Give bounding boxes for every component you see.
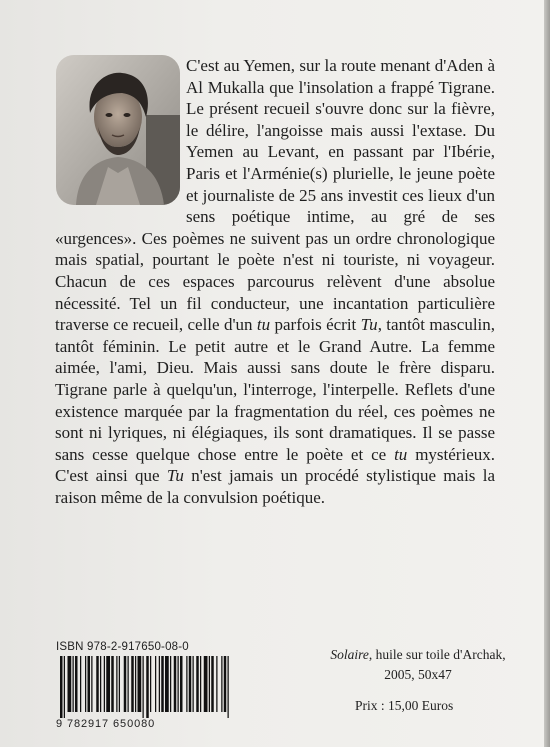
barcode-bar: [135, 656, 136, 712]
blurb-text-1: C'est au Yemen, sur la route menant d'Aden à Al Mukalla que l'insolation a frappé Tigrane. Le présent recueil s'ouvre donc sur la fièvre, le délire, l'angoisse mais aussi l'extase. Du Yemen au Levant, en passant par l'Ibérie, Paris et l'Arménie(s) plurielle, le jeune poète et journaliste de 25 ans investit ces lieux d'un sens poétique intime, au gré de ses «urgences». Ces poèmes ne suivent pas un ordre chronologique mais spatial, pourtant le poète n'est ni touriste, ni voyageur. Chacun de ces espaces parcourus relèvent d'une absolue nécessité. Tel un fil conducteur, une incantation particulière traverse ce recueil, celle d'un: [55, 56, 495, 335]
barcode-bar: [68, 656, 72, 712]
barcode-bar: [159, 656, 160, 712]
barcode-bar: [91, 656, 92, 712]
blurb-text-2: parfois écrit: [274, 315, 357, 335]
blurb-text-3: , tantôt masculin, tantôt féminin. Le petit autre et le Grand Autre. La femme aimée, l'ami, Dieu. Mais aussi sans doute le frère disparu. Tigrane parle à quelqu'un, l'interroge, l'interpelle. Reflets d'une existence marquée par la fragmentation du réel, ces poèmes ne sont ni lyriques, ni élégiaques, ils sont dramatiques. Il se passe sans cesse quelque chose entre le poète et ce: [55, 315, 496, 464]
price-label: Prix : 15,00 Euros: [355, 698, 454, 713]
barcode-bar: [200, 656, 201, 712]
barcode-bar: [170, 656, 171, 712]
barcode-bar: [80, 656, 81, 712]
barcode-bar: [211, 656, 214, 712]
barcode-bar: [104, 656, 105, 712]
blurb-tu-1: tu: [256, 315, 271, 335]
artwork-title: Solaire: [330, 647, 369, 662]
barcode-bar: [221, 656, 222, 712]
barcode-bar: [73, 656, 74, 712]
blurb-text-5: n'est jamais un procédé stylistique mais la raison même de la convulsion poétique.: [55, 466, 495, 507]
cover-edge: [544, 0, 550, 747]
isbn-label: ISBN 978-2-917650-08-0: [56, 641, 189, 653]
barcode-bar: [224, 656, 227, 712]
barcode-digits: 9 782917 650080: [56, 718, 156, 730]
barcode-bar: [178, 656, 179, 712]
artwork-details: , huile sur toile d'Archak, 2005, 50x47: [368, 647, 506, 682]
barcode-bar: [96, 656, 99, 712]
barcode-bar: [75, 656, 78, 712]
blurb-text-4: mystérieux. C'est ainsi que: [55, 444, 495, 486]
barcode-bar: [161, 656, 164, 712]
barcode-bar: [64, 656, 65, 718]
barcode-bar: [174, 656, 177, 712]
barcode-bar: [128, 656, 129, 712]
barcode-bar: [186, 656, 187, 712]
barcode-bar: [228, 656, 229, 718]
blurb-tu-4: Tu: [166, 466, 184, 486]
back-cover-blurb: [55, 55, 495, 508]
blurb-tu-2: Tu: [360, 315, 378, 335]
barcode-bar: [165, 656, 169, 712]
barcode-bar: [155, 656, 156, 712]
barcode-bar: [138, 656, 142, 712]
barcode-bar: [116, 656, 117, 712]
barcode-bar: [216, 656, 217, 712]
barcode-bar: [196, 656, 199, 712]
barcode-bar: [193, 656, 194, 712]
barcode-bar: [111, 656, 114, 712]
barcode-bar: [209, 656, 210, 712]
blurb-tu-3: tu: [394, 444, 408, 464]
barcode-bar: [131, 656, 134, 712]
barcode-bar: [60, 656, 63, 718]
barcode: [56, 656, 236, 718]
barcode-bar: [146, 656, 149, 718]
barcode-bar: [124, 656, 127, 712]
photo-spacer: [55, 55, 186, 215]
barcode-bar: [100, 656, 101, 712]
barcode-bar: [150, 656, 151, 712]
cover-art-caption: [323, 645, 513, 685]
barcode-bar: [204, 656, 208, 712]
barcode-bar: [88, 656, 91, 712]
barcode-bar: [180, 656, 183, 712]
barcode-bar: [189, 656, 192, 712]
barcode-bar: [106, 656, 110, 712]
barcode-bar: [143, 656, 144, 718]
barcode-bar: [119, 656, 120, 712]
barcode-bar: [85, 656, 86, 712]
